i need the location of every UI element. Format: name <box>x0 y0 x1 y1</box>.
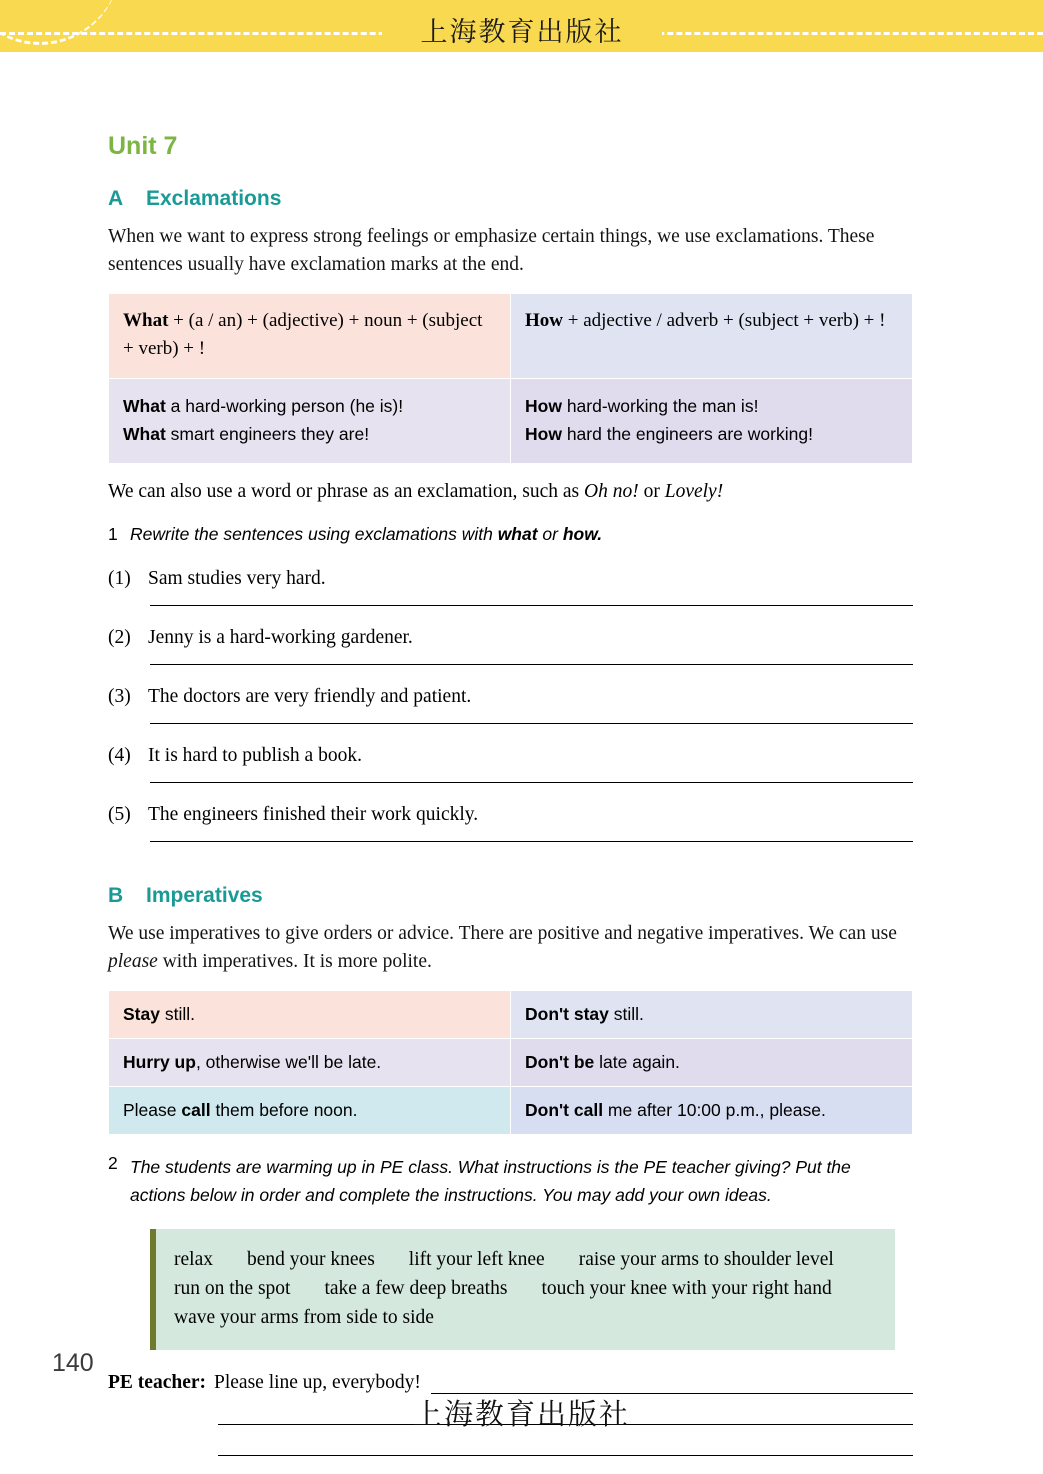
imperative-negative-3 <box>511 1087 913 1135</box>
question-3-number: (3) <box>108 686 131 707</box>
instr-mid: or <box>537 524 563 544</box>
note-text-mid: or <box>638 481 665 502</box>
how-examples-cell <box>511 379 913 464</box>
word-bank <box>150 1229 895 1350</box>
section-a-title: Exclamations <box>146 187 282 210</box>
exercise-2-instruction <box>108 1153 913 1209</box>
word-bank-item: wave your arms from side to side <box>174 1307 434 1328</box>
exercise-2-number: 2 <box>108 1153 118 1173</box>
how-example-2 <box>525 420 898 448</box>
imperative-negative-3-keyword: Don't call <box>525 1100 604 1120</box>
what-formula-keyword: What <box>123 310 169 331</box>
how-example-1-text: hard-working the man is! <box>561 396 759 416</box>
section-b-intro-pre: We use imperatives to give orders or advice. There are positive and negative imperatives. We can use <box>108 923 897 944</box>
how-formula-cell <box>511 294 913 379</box>
question-1 <box>108 565 913 606</box>
instr-pre: Rewrite the sentences using exclamations with <box>130 524 498 544</box>
answer-line-2[interactable] <box>150 664 913 665</box>
question-5-number: (5) <box>108 804 131 825</box>
imperative-negative-2 <box>511 1039 913 1087</box>
question-2-text: Jenny is a hard-working gardener. <box>148 627 413 648</box>
imperative-negative-2-text: late again. <box>594 1052 680 1072</box>
section-b-intro <box>108 920 913 976</box>
imperative-positive-1-text: still. <box>159 1004 195 1024</box>
imperative-positive-2-text: , otherwise we'll be late. <box>195 1052 382 1072</box>
section-b-letter: B <box>108 884 124 907</box>
pe-answer-line-3[interactable] <box>218 1455 913 1456</box>
how-example-1-keyword: How <box>525 396 562 416</box>
what-example-2 <box>123 420 496 448</box>
table-row <box>109 1087 913 1135</box>
note-text-pre: We can also use a word or phrase as an exclamation, such as <box>108 481 585 502</box>
exercise-2-instruction-text: The students are warming up in PE class. What instructions is the PE teacher giving? Put the actions below in order and complete the instructions. You may add your own ideas. <box>130 1157 851 1205</box>
word-bank-item: bend your knees <box>246 1249 375 1270</box>
question-3 <box>108 683 913 724</box>
what-example-1-text: a hard-working person (he is)! <box>165 396 404 416</box>
word-bank-row-1 <box>174 1245 877 1274</box>
imperative-negative-2-keyword: Don't be <box>525 1052 595 1072</box>
footer-publisher: 上海教育出版社 <box>412 1397 630 1431</box>
question-1-number: (1) <box>108 568 131 589</box>
header-publisher: 上海教育出版社 <box>382 10 662 49</box>
answer-line-4[interactable] <box>150 782 913 783</box>
what-examples-cell <box>109 379 511 464</box>
section-b-title: Imperatives <box>146 884 263 907</box>
table-row <box>109 379 913 464</box>
imperative-positive-3-keyword: call <box>181 1100 211 1120</box>
imperative-positive-1 <box>109 991 511 1039</box>
exercise-1-instruction-text <box>130 524 602 545</box>
section-a-intro: When we want to express strong feelings or emphasize certain things, we use exclamations. These sentences usually have exclamation marks at the end. <box>108 226 875 275</box>
section-a-note <box>108 478 913 506</box>
imperative-negative-1-keyword: Don't stay <box>525 1004 609 1024</box>
table-row <box>109 1039 913 1087</box>
word-bank-item: relax <box>174 1249 213 1270</box>
top-banner <box>0 0 1043 52</box>
what-example-1 <box>123 392 496 420</box>
section-a-heading <box>108 187 913 211</box>
word-bank-item: lift your left knee <box>408 1249 545 1270</box>
table-row <box>109 991 913 1039</box>
question-4-number: (4) <box>108 745 131 766</box>
table-row <box>109 294 913 379</box>
imperative-negative-1-text: still. <box>608 1004 644 1024</box>
how-example-1 <box>525 392 898 420</box>
what-example-1-keyword: What <box>123 396 166 416</box>
imperative-positive-3-text: them before noon. <box>210 1100 358 1120</box>
how-formula-keyword: How <box>525 310 563 331</box>
note-example-1: Oh no! <box>584 481 639 502</box>
pe-teacher-text: Please line up, everybody! <box>214 1372 421 1393</box>
pe-teacher-label: PE teacher: <box>108 1372 206 1393</box>
imperatives-table <box>108 990 913 1135</box>
what-example-2-keyword: What <box>123 424 166 444</box>
imperative-positive-1-keyword: Stay <box>123 1004 160 1024</box>
section-a-letter: A <box>108 187 124 210</box>
question-5 <box>108 801 913 842</box>
word-bank-row-3 <box>174 1303 877 1332</box>
question-4 <box>108 742 913 783</box>
question-2 <box>108 624 913 665</box>
answer-line-3[interactable] <box>150 723 913 724</box>
banner-curve-decoration <box>0 0 120 45</box>
instr-keyword-how: how. <box>562 524 603 544</box>
word-bank-item: take a few deep breaths <box>324 1278 508 1299</box>
what-formula-cell <box>109 294 511 379</box>
imperative-negative-1 <box>511 991 913 1039</box>
page-content <box>108 132 913 1456</box>
how-example-2-keyword: How <box>525 424 562 444</box>
exclamation-structure-table <box>108 293 913 464</box>
answer-line-5[interactable] <box>150 841 913 842</box>
word-bank-item: raise your arms to shoulder level <box>578 1249 834 1270</box>
section-b-intro-emphasis: please <box>108 951 158 972</box>
word-bank-body <box>156 1229 895 1350</box>
imperative-positive-3 <box>109 1087 511 1135</box>
pe-teacher-line <box>108 1372 913 1394</box>
word-bank-item: run on the spot <box>174 1278 291 1299</box>
imperative-positive-2 <box>109 1039 511 1087</box>
answer-line-1[interactable] <box>150 605 913 606</box>
page-body <box>0 52 1043 1474</box>
pe-answer-line-1[interactable] <box>431 1373 913 1394</box>
section-b-heading <box>108 884 913 908</box>
instr-keyword-what: what <box>497 524 538 544</box>
question-2-number: (2) <box>108 627 131 648</box>
imperative-positive-2-keyword: Hurry up <box>123 1052 196 1072</box>
what-formula-rest: + (a / an) + (adjective) + noun + (subject + verb) + ! <box>123 310 483 359</box>
imperative-negative-3-text: me after 10:00 p.m., please. <box>603 1100 826 1120</box>
section-b-intro-post: with imperatives. It is more polite. <box>157 951 432 972</box>
exercise-1-instruction <box>108 524 913 545</box>
question-5-text: The engineers finished their work quickly. <box>148 804 479 825</box>
question-4-text: It is hard to publish a book. <box>148 745 362 766</box>
word-bank-item: touch your knee with your right hand <box>541 1278 832 1299</box>
imperative-positive-3-pre: Please <box>123 1100 182 1120</box>
question-1-text: Sam studies very hard. <box>148 568 326 589</box>
exercise-1-number: 1 <box>108 524 118 544</box>
how-formula-rest: + adjective / adverb + (subject + verb) + ! <box>563 310 886 331</box>
page-title: Unit 7 <box>108 132 178 160</box>
how-example-2-text: hard the engineers are working! <box>561 424 813 444</box>
question-3-text: The doctors are very friendly and patient. <box>148 686 472 707</box>
page-number: 140 <box>52 1349 94 1377</box>
word-bank-row-2 <box>174 1274 877 1303</box>
what-example-2-text: smart engineers they are! <box>165 424 370 444</box>
note-example-2: Lovely! <box>664 481 724 502</box>
